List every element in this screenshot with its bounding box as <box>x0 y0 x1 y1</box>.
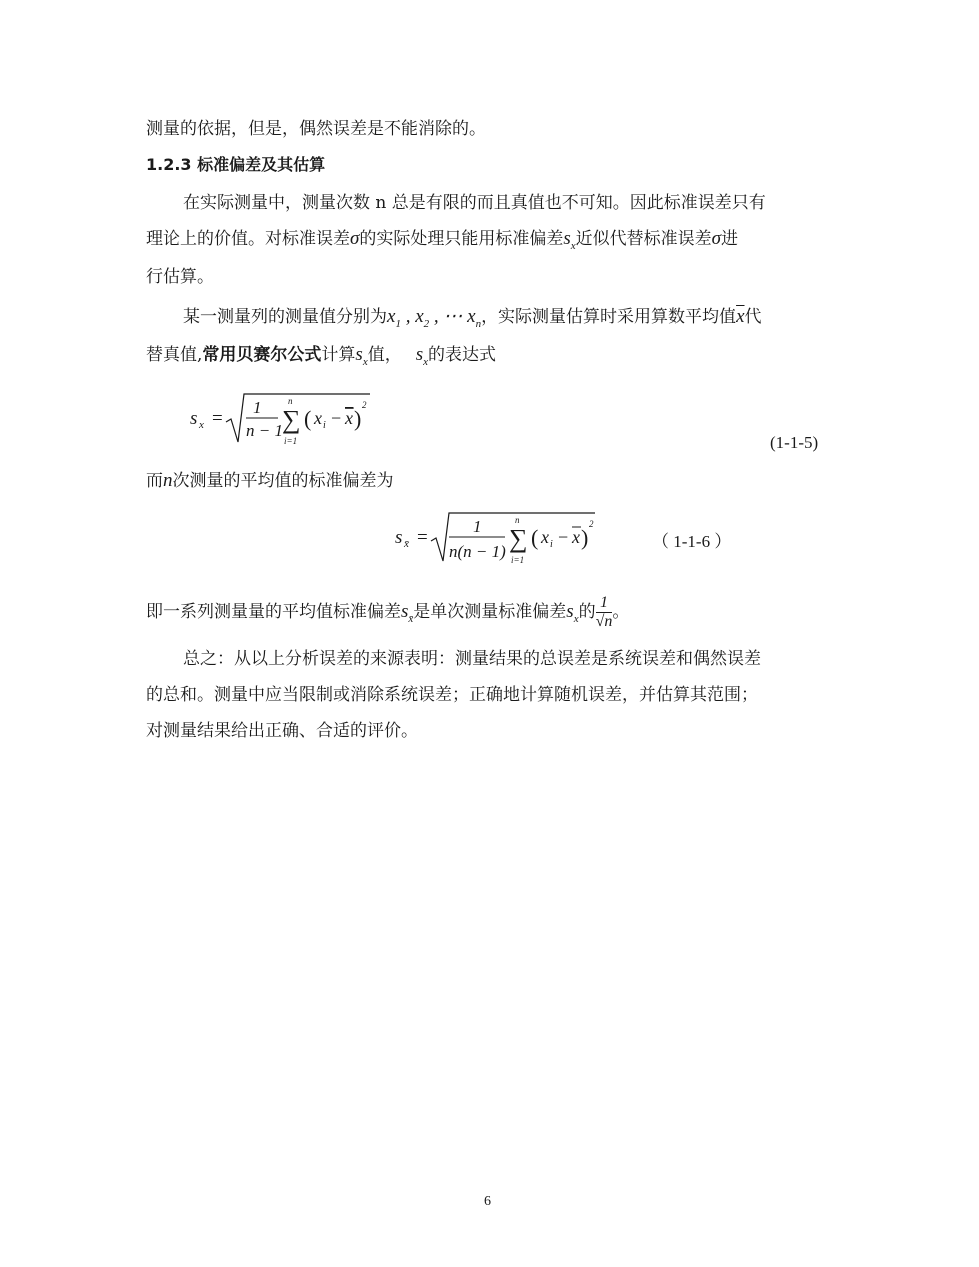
measurement-list: $x_1$ , $x_2$ , ⋯ $x_n$ <box>387 306 482 330</box>
svg-text:n(n − 1): n(n − 1) <box>449 542 506 561</box>
svg-text:x̄: x̄ <box>404 538 409 550</box>
svg-text:=: = <box>212 408 223 429</box>
text-line <box>183 306 762 335</box>
text-span: 值， <box>367 345 402 365</box>
page-number: 6 <box>484 1194 491 1209</box>
svg-text:n − 1: n − 1 <box>246 421 283 440</box>
svg-text:1: 1 <box>253 398 262 417</box>
svg-text:i=1: i=1 <box>284 436 298 446</box>
svg-text:x: x <box>199 419 204 431</box>
svg-text:n: n <box>288 396 293 406</box>
n-symbol: n <box>163 470 173 491</box>
mean-symbol: $\overline{x}$ <box>736 306 745 327</box>
text-line <box>146 470 394 492</box>
svg-text:x: x <box>345 408 353 428</box>
text-span: 而 <box>146 471 163 491</box>
text-line: 总之：从以上分析误差的来源表明：测量结果的总误差是系统误差和偶然误差 <box>183 649 761 669</box>
equation-number: （ 1-1-6 ） <box>652 532 732 551</box>
svg-text:x: x <box>541 527 549 547</box>
sxbar-symbol: $s_{x̄}$ <box>401 601 414 625</box>
one-over-sqrt-n: $\frac{1}{√n}$ <box>595 594 613 630</box>
svg-text:−: − <box>558 527 569 547</box>
svg-text:−: − <box>331 408 342 428</box>
text-line <box>146 344 496 373</box>
svg-text:i: i <box>323 420 326 431</box>
bold-term: 常用贝赛尔公式 <box>202 345 322 365</box>
text-span: 计算 <box>321 345 356 365</box>
text-line: 的总和。测量中应当限制或消除系统误差；正确地计算随机误差，并估算其范围； <box>146 685 758 705</box>
text-span: 的 <box>578 602 596 622</box>
svg-text:(: ( <box>304 406 312 431</box>
text-span: 的实际处理只能用标准偏差 <box>359 229 564 249</box>
section-heading: 1.2.3 标准偏差及其估算 <box>146 155 326 174</box>
svg-text:s: s <box>395 527 403 548</box>
svg-text:x: x <box>572 527 580 547</box>
text-span: 进 <box>721 229 739 249</box>
svg-text:): ) <box>354 406 362 431</box>
svg-text:∑: ∑ <box>282 405 301 434</box>
text-span: 即一系列测量量的平均值标准偏差 <box>146 602 401 622</box>
sigma-symbol: σ <box>350 228 360 249</box>
text-line <box>146 228 738 257</box>
svg-text:2: 2 <box>589 519 594 529</box>
equation-number: (1-1-5) <box>770 433 819 452</box>
svg-text:1: 1 <box>473 517 482 536</box>
svg-text:=: = <box>417 527 428 548</box>
svg-text:2: 2 <box>362 400 367 410</box>
text-span: 理论上的价值。对标准误差 <box>146 229 350 249</box>
formula-1-1-5 <box>188 386 378 450</box>
text-span: 近似代替标准误差 <box>575 229 712 249</box>
text-line: 在实际测量中，测量次数 n 总是有限的而且真值也不可知。因此标准误差只有 <box>183 193 766 213</box>
text-line <box>146 594 629 631</box>
text-line: 测量的依据，但是，偶然误差是不能消除的。 <box>146 119 486 139</box>
svg-text:(: ( <box>531 525 539 550</box>
svg-text:s: s <box>190 408 198 429</box>
text-span: 替真值, <box>146 345 203 365</box>
svg-text:x: x <box>314 408 322 428</box>
text-span: 次测量的平均值的标准偏差为 <box>172 471 394 491</box>
text-line: 行估算。 <box>146 267 214 287</box>
text-span: ，实际测量估算时采用算数平均值 <box>481 307 737 327</box>
formula-1-1-6 <box>393 505 603 569</box>
text-span: 的表达式 <box>428 345 496 365</box>
text-span: 是单次测量标准偏差 <box>413 602 567 622</box>
svg-text:): ) <box>581 525 589 550</box>
svg-text:∑: ∑ <box>509 524 528 553</box>
text-span: 代 <box>744 307 762 327</box>
svg-text:i=1: i=1 <box>511 555 525 565</box>
text-span: 。 <box>612 602 630 622</box>
text-line: 对测量结果给出正确、合适的评价。 <box>146 721 418 741</box>
sx-symbol: $s_x$ <box>355 344 368 368</box>
sigma-symbol: σ <box>711 228 722 249</box>
sx-symbol: $s_x$ <box>563 228 576 252</box>
svg-text:n: n <box>515 515 520 525</box>
svg-text:i: i <box>550 539 553 550</box>
sx-symbol: $s_x$ <box>415 344 428 368</box>
sx-symbol: $s_x$ <box>566 601 579 625</box>
text-span: 某一测量列的测量值分别为 <box>183 307 387 327</box>
